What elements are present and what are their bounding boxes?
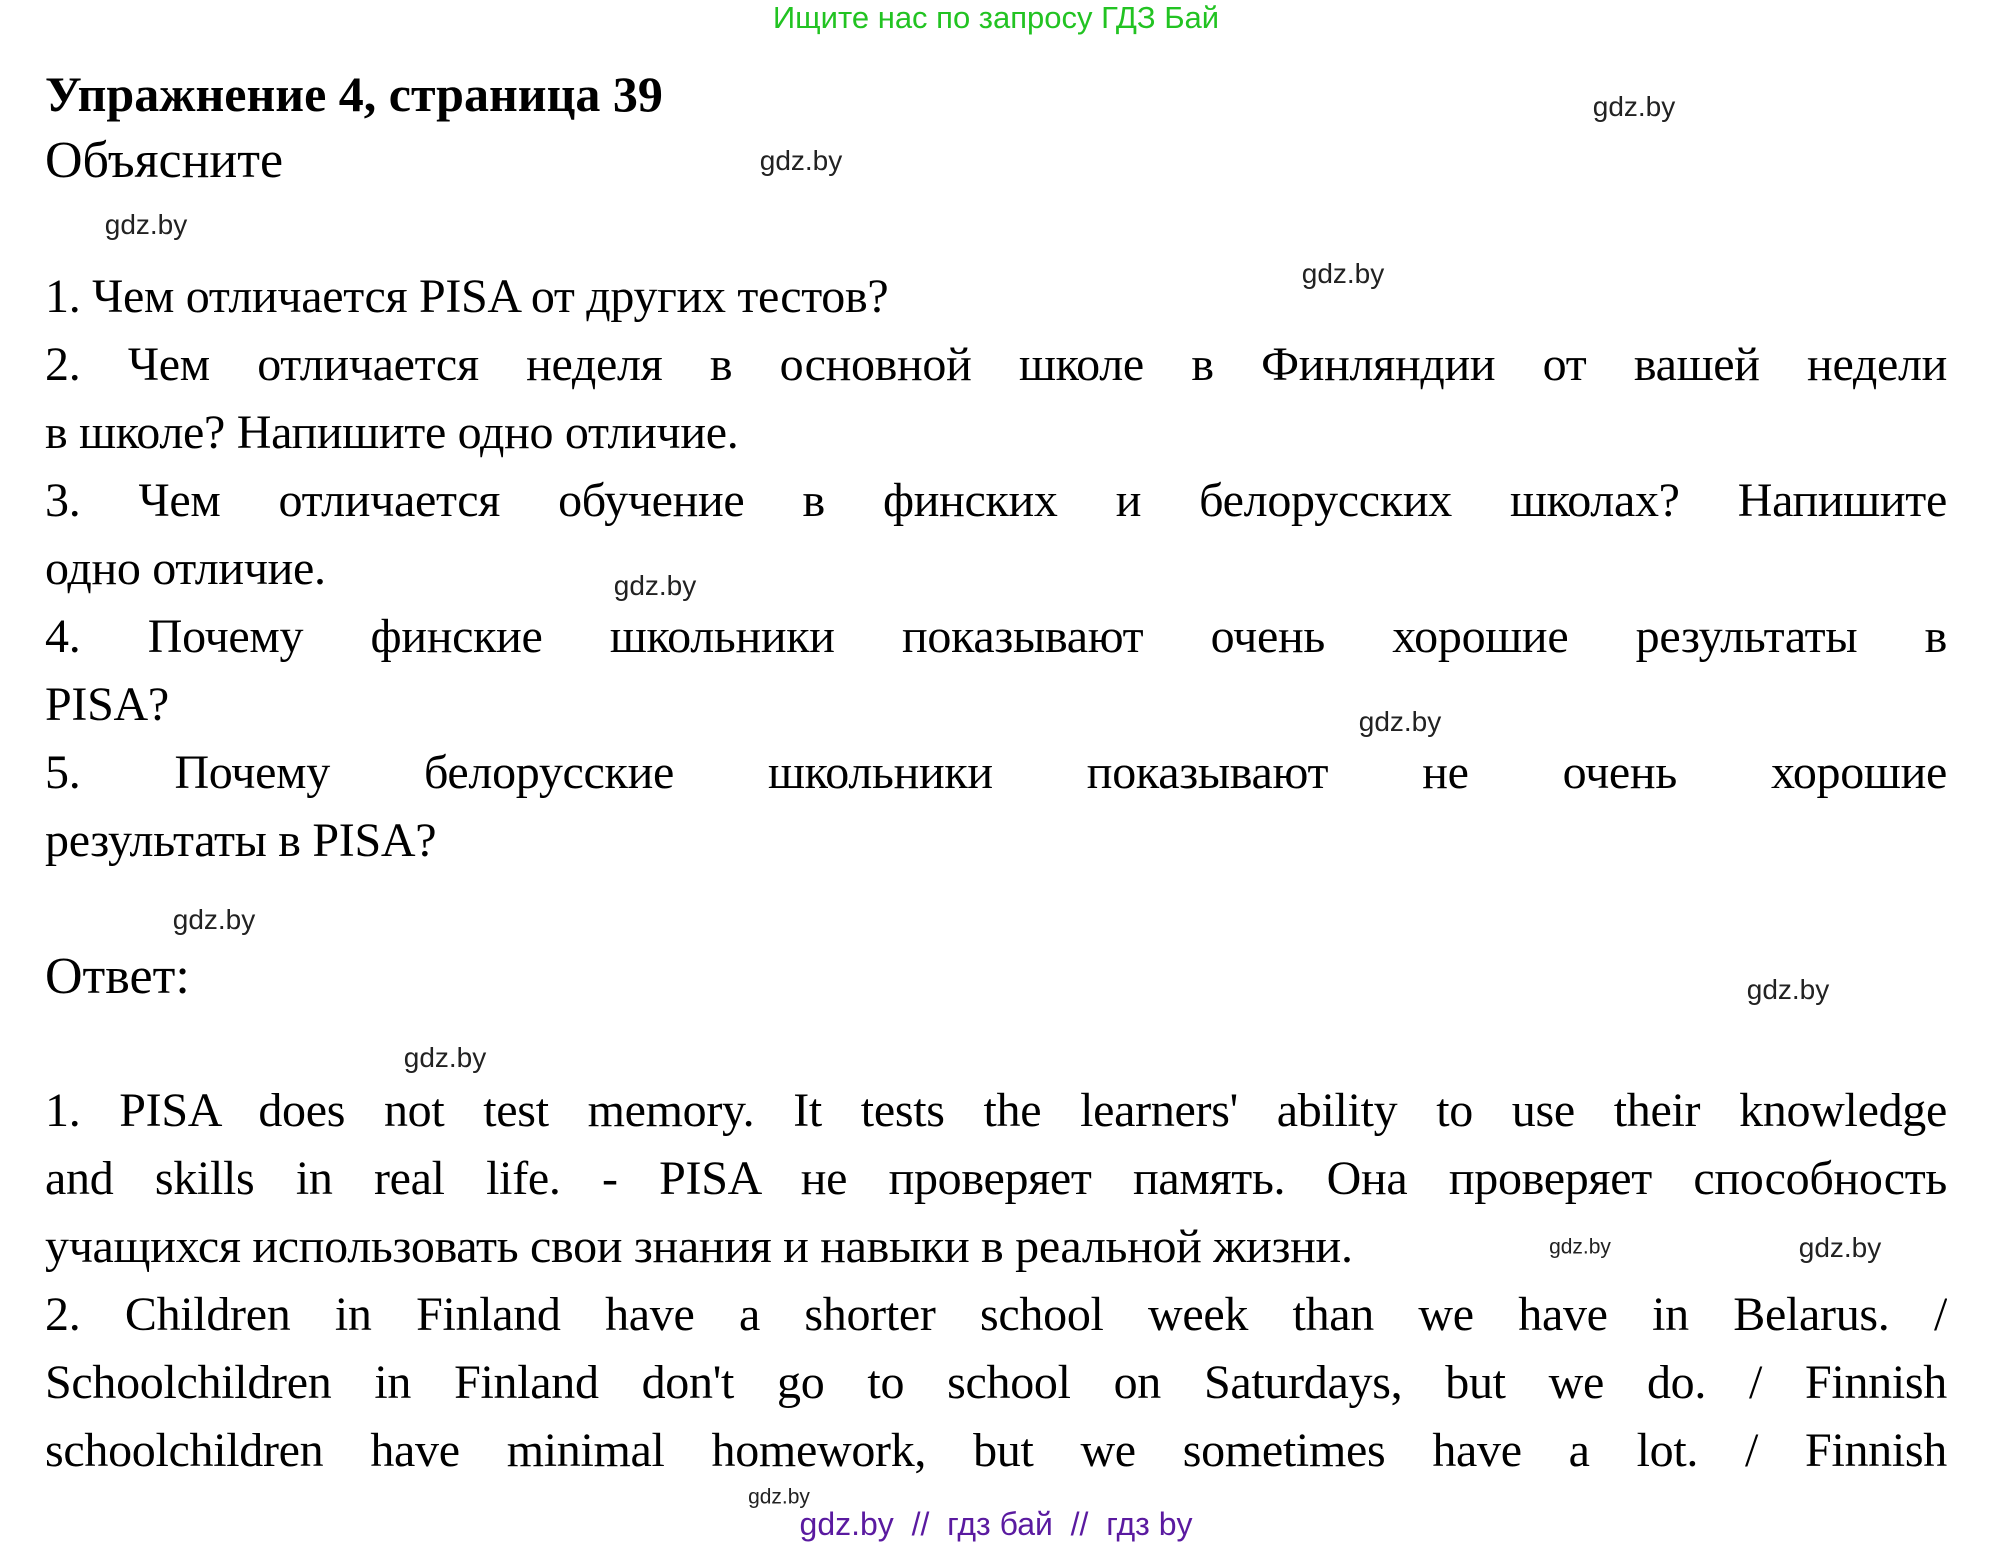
page-title: Упражнение 4, страница 39 <box>45 66 663 122</box>
watermark: gdz.by <box>403 1042 487 1073</box>
question-line: 4. Почему финские школьники показывают очень хорошие результаты в <box>45 610 1947 663</box>
question-line: PISA? <box>45 678 169 731</box>
watermark: gdz.by <box>1746 974 1830 1005</box>
promo-banner: Ищите нас по запросу ГДЗ Бай <box>772 0 1220 35</box>
answer-line: schoolchildren have minimal homework, but we sometimes have a lot. / Finnish <box>45 1424 1947 1477</box>
question-line: в школе? Напишите одно отличие. <box>45 406 739 459</box>
watermark: gdz.by <box>104 209 188 240</box>
question-line: 3. Чем отличается обучение в финских и белорусских школах? Напишите <box>45 474 1947 527</box>
question-line: одно отличие. <box>45 542 326 595</box>
watermark: gdz.by <box>1549 1235 1611 1259</box>
watermark: gdz.by <box>1301 258 1385 289</box>
watermark: gdz.by <box>1798 1232 1882 1263</box>
answer-line: Schoolchildren in Finland don't go to school on Saturdays, but we do. / Finnish <box>45 1356 1947 1409</box>
answer-line: учащихся использовать свои знания и навыки в реальной жизни. <box>45 1220 1353 1273</box>
question-line: 1. Чем отличается PISA от других тестов? <box>45 270 889 323</box>
watermark: gdz.by <box>759 145 843 176</box>
watermark: gdz.by <box>1592 91 1676 122</box>
watermark: gdz.by <box>172 904 256 935</box>
answer-line: and skills in real life. - PISA не проверяет память. Она проверяет способность <box>45 1152 1947 1205</box>
watermark: gdz.by <box>613 570 697 601</box>
answer-line: 2. Children in Finland have a shorter school week than we have in Belarus. / <box>45 1288 1947 1341</box>
watermark: gdz.by <box>1358 706 1442 737</box>
question-line: 5. Почему белорусские школьники показывают не очень хорошие <box>45 746 1947 799</box>
watermark: gdz.by <box>748 1485 810 1509</box>
answer-heading: Ответ: <box>45 948 190 1005</box>
section-heading: Объясните <box>45 132 284 189</box>
answer-line: 1. PISA does not test memory. It tests the learners' ability to use their knowledge <box>45 1084 1947 1137</box>
footer-links: gdz.by // гдз бай // гдз by <box>799 1506 1193 1542</box>
question-line: результаты в PISA? <box>45 814 437 867</box>
question-line: 2. Чем отличается неделя в основной школе в Финляндии от вашей недели <box>45 338 1947 391</box>
